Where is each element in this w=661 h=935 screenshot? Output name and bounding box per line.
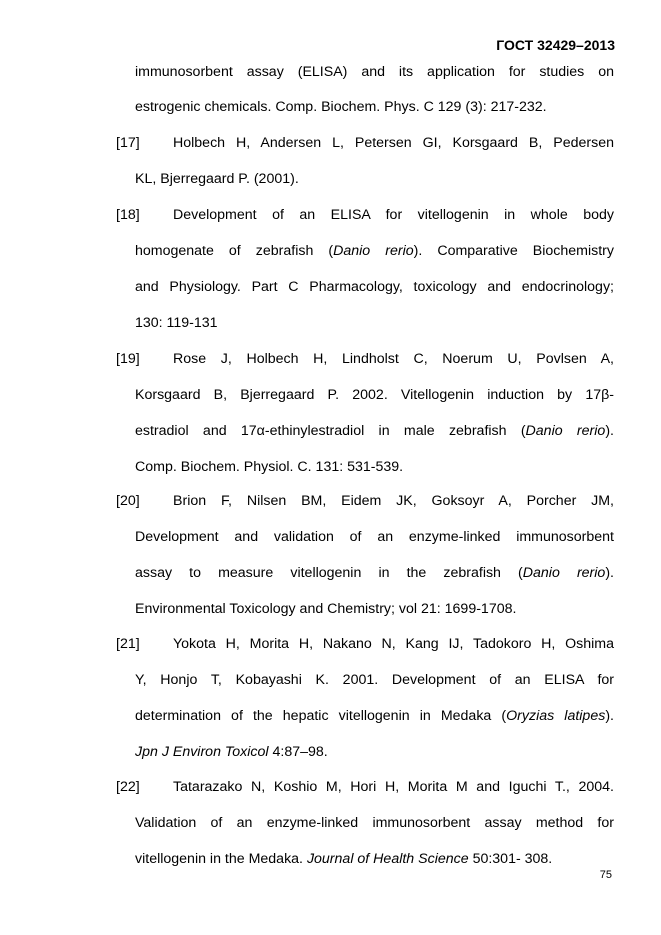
ref-18-line-4: 130: 119-131 <box>135 315 218 331</box>
species-name: Danio rerio <box>525 423 606 439</box>
ref-number: [20] <box>116 493 140 509</box>
ref-18-line-2: homogenate of zebrafish (Danio rerio). Comparative Biochemistry <box>135 243 614 259</box>
ref-number: [18] <box>116 207 140 223</box>
document-header: ГОСТ 32429–2013 <box>496 37 615 53</box>
ref-22-line-2: Validation of an enzyme-linked immunosorbent assay method for <box>135 815 614 831</box>
ref-21-line-4: Jpn J Environ Toxicol 4:87–98. <box>135 744 328 760</box>
ref-17-line-1: Holbech H, Andersen L, Petersen GI, Korsgaard B, Pedersen <box>173 135 614 151</box>
ref-16-line-1: immunosorbent assay (ELISA) and its application for studies on <box>135 64 614 80</box>
ref-19-line-4: Comp. Biochem. Physiol. C. 131: 531-539. <box>135 459 404 475</box>
species-name: Danio rerio <box>522 565 606 581</box>
ref-22-line-1: Tatarazako N, Koshio M, Hori H, Morita M and Iguchi T., 2004. <box>173 779 614 795</box>
ref-number: [17] <box>116 135 140 151</box>
ref-21-line-3: determination of the hepatic vitellogenin in Medaka (Oryzias latipes). <box>135 708 614 724</box>
ref-19-line-3: estradiol and 17α-ethinylestradiol in male zebrafish (Danio rerio). <box>135 423 614 439</box>
ref-20-line-2: Development and validation of an enzyme-linked immunosorbent <box>135 529 614 545</box>
ref-21-line-1: Yokota H, Morita H, Nakano N, Kang IJ, Tadokoro H, Oshima <box>173 636 614 652</box>
ref-19-line-2: Korsgaard B, Bjerregaard P. 2002. Vitellogenin induction by 17β- <box>135 387 614 403</box>
ref-number: [19] <box>116 351 140 367</box>
journal-name: Jpn J Environ Toxicol <box>135 744 269 760</box>
ref-18-line-3: and Physiology. Part C Pharmacology, toxicology and endocrinology; <box>135 279 614 295</box>
species-name: Oryzias latipes <box>506 708 606 724</box>
species-name: Danio rerio <box>333 243 414 259</box>
ref-21-line-2: Y, Honjo T, Kobayashi K. 2001. Development of an ELISA for <box>135 672 614 688</box>
ref-16-line-2: estrogenic chemicals. Comp. Biochem. Phys. C 129 (3): 217-232. <box>135 99 547 115</box>
ref-19-line-1: Rose J, Holbech H, Lindholst C, Noerum U, Povlsen A, <box>173 351 614 367</box>
ref-20-line-1: Brion F, Nilsen BM, Eidem JK, Goksoyr A, Porcher JM, <box>173 493 614 509</box>
page-number: 75 <box>599 869 612 881</box>
ref-20-line-3: assay to measure vitellogenin in the zebrafish (Danio rerio). <box>135 565 614 581</box>
ref-number: [22] <box>116 779 140 795</box>
ref-20-line-4: Environmental Toxicology and Chemistry; vol 21: 1699-1708. <box>135 601 517 617</box>
ref-number: [21] <box>116 636 140 652</box>
ref-17-line-2: KL, Bjerregaard P. (2001). <box>135 171 299 187</box>
ref-22-line-3: vitellogenin in the Medaka. Journal of Health Science 50:301- 308. <box>135 851 553 867</box>
journal-name: Journal of Health Science <box>306 851 469 867</box>
ref-18-line-1: Development of an ELISA for vitellogenin in whole body <box>173 207 614 223</box>
